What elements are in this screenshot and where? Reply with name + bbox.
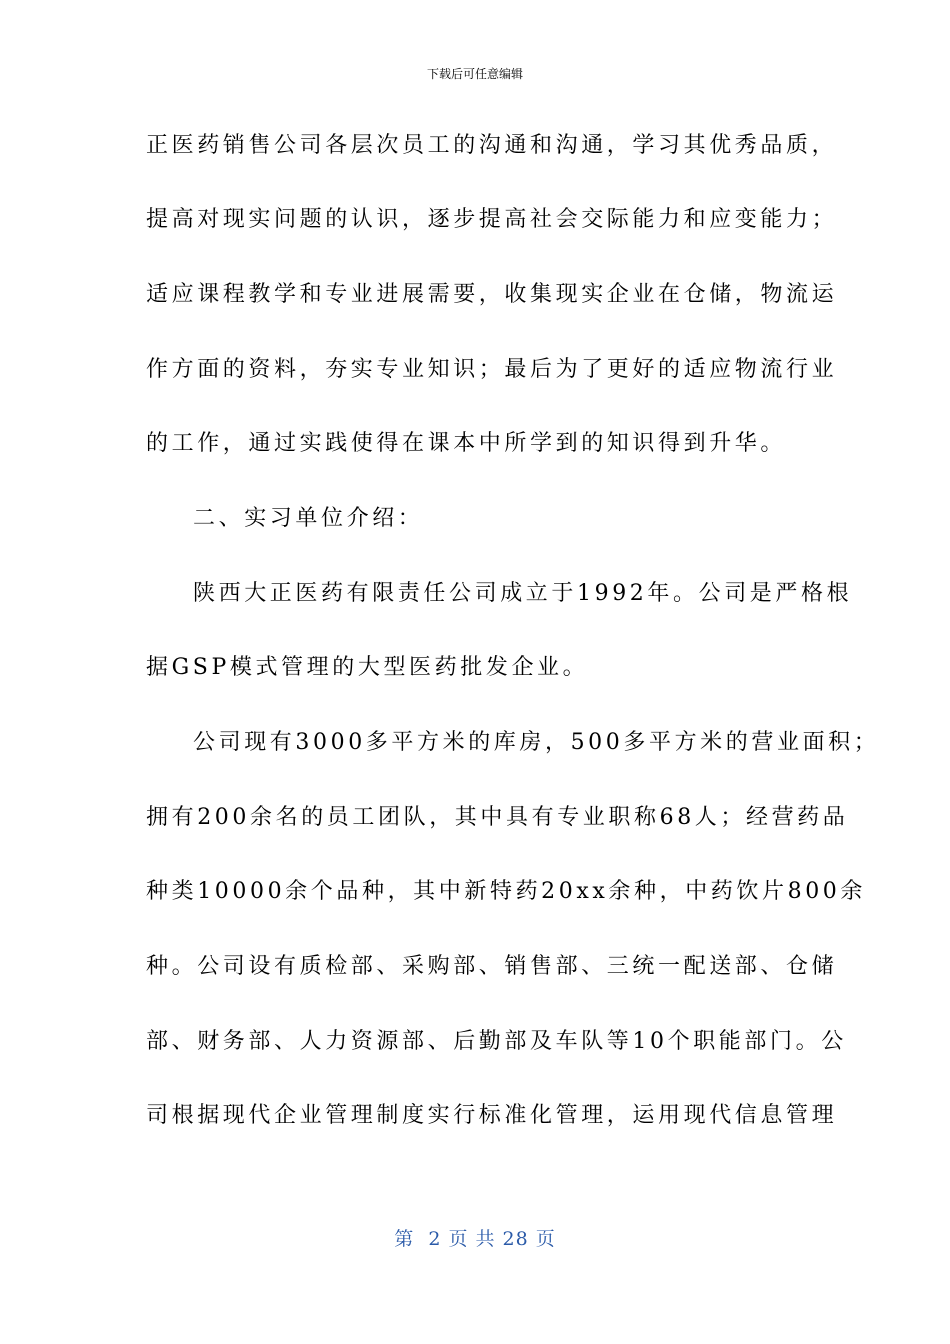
- page-header: 下载后可任意编辑: [426, 67, 523, 81]
- body-line: 正医药销售公司各层次员工的沟通和沟通，学习其优秀品质，: [146, 133, 838, 158]
- body-line: 部、财务部、人力资源部、后勤部及车队等10个职能部门。公: [146, 1029, 847, 1054]
- body-line: 公司现有3000多平方米的库房，500多平方米的营业面积；: [193, 730, 880, 755]
- body-line: 的工作，通过实践使得在课本中所学到的知识得到升华。: [146, 431, 787, 456]
- section-heading: 二、实习单位介绍：: [193, 506, 424, 531]
- body-line: 司根据现代企业管理制度实行标准化管理，运用现代信息管理: [146, 1103, 838, 1128]
- body-line: 提高对现实问题的认识，逐步提高社会交际能力和应变能力；: [146, 207, 838, 232]
- page-number-label: 第 2 页 共 28 页: [394, 1228, 556, 1250]
- body-line: 作方面的资料，夯实专业知识；最后为了更好的适应物流行业: [146, 357, 838, 382]
- body-line: 适应课程教学和专业进展需要，收集现实企业在仓储，物流运: [146, 282, 838, 307]
- body-line: 种类10000余个品种，其中新特药20xx余种，中药饮片800余: [146, 879, 866, 904]
- body-line: 陕西大正医药有限责任公司成立于1992年。公司是严格根: [193, 581, 853, 606]
- body-line: 拥有200余名的员工团队，其中具有专业职称68人；经营药品: [146, 805, 849, 830]
- body-line: 据GSP模式管理的大型医药批发企业。: [146, 655, 589, 680]
- page-footer: [0, 1226, 950, 1252]
- body-line: 种。公司设有质检部、采购部、销售部、三统一配送部、仓储: [146, 954, 838, 979]
